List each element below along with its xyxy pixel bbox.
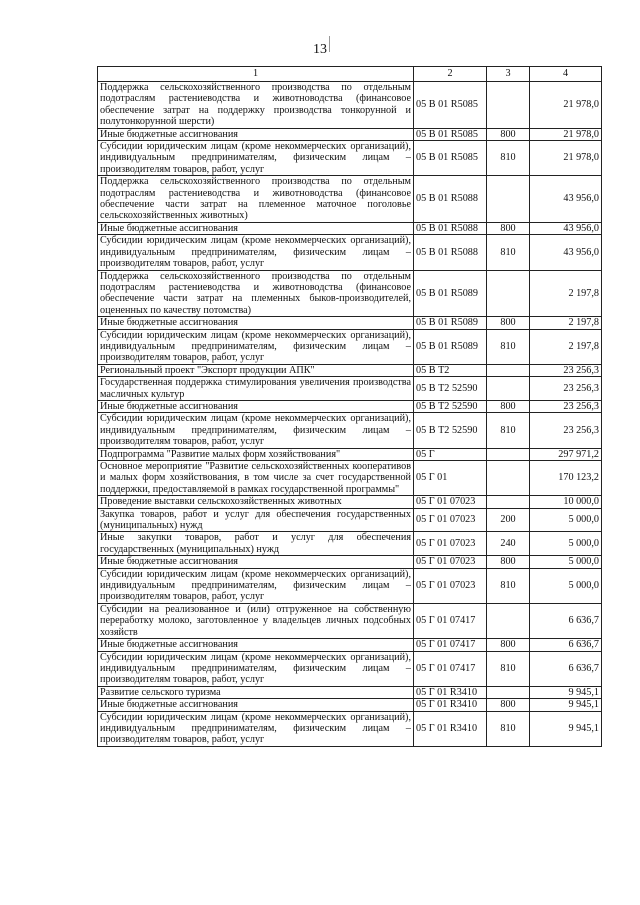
table-row	[98, 508, 602, 532]
table-row	[98, 711, 602, 746]
table-row	[98, 364, 602, 376]
expense-type-cell	[487, 377, 530, 401]
table-row	[98, 400, 602, 412]
table-row	[98, 222, 602, 234]
target-code-cell: 05 В Т2	[414, 364, 487, 376]
expense-type-cell	[487, 496, 530, 508]
table-row	[98, 141, 602, 176]
target-code-cell: 05 Г	[414, 448, 487, 460]
target-code-cell: 05 Г 01 07417	[414, 639, 487, 651]
target-code-cell: 05 Г 01 07023	[414, 496, 487, 508]
table-row	[98, 651, 602, 686]
amount-cell: 23 256,3	[530, 413, 602, 448]
amount-cell: 6 636,7	[530, 603, 602, 638]
description-cell: Государственная поддержка стимулирования увеличения производства масличных культур	[98, 377, 414, 401]
table-row	[98, 532, 602, 556]
description-cell: Поддержка сельскохозяйственного производства по отдельным подотраслям растениеводства и животноводства (финансовое обеспечение затрат на поддержку производства тонкорунной и полутонкорунной шерсти)	[98, 82, 414, 129]
table-row	[98, 496, 602, 508]
table-row	[98, 568, 602, 603]
expense-type-cell: 810	[487, 141, 530, 176]
target-code-cell: 05 Г 01 R3410	[414, 686, 487, 698]
page-number: 13	[313, 42, 327, 57]
table-row	[98, 377, 602, 401]
expense-type-cell: 810	[487, 711, 530, 746]
target-code-cell: 05 В 01 R5089	[414, 270, 487, 317]
table-row	[98, 270, 602, 317]
table-row	[98, 461, 602, 496]
amount-cell: 9 945,1	[530, 699, 602, 711]
target-code-cell: 05 В Т2 52590	[414, 400, 487, 412]
description-cell: Иные закупки товаров, работ и услуг для обеспечения государственных (муниципальных) нужд	[98, 532, 414, 556]
header-cell-4: 4	[530, 67, 602, 82]
amount-cell: 297 971,2	[530, 448, 602, 460]
amount-cell: 43 956,0	[530, 222, 602, 234]
description-cell: Иные бюджетные ассигнования	[98, 128, 414, 140]
expense-type-cell	[487, 364, 530, 376]
amount-cell: 9 945,1	[530, 686, 602, 698]
expense-type-cell	[487, 603, 530, 638]
amount-cell: 21 978,0	[530, 128, 602, 140]
description-cell: Основное мероприятие "Развитие сельскохозяйственных кооперативов и малых форм хозяйствования, в том числе за счет государственной поддержки, предоставляемой в рамках государственной программы"	[98, 461, 414, 496]
table-row	[98, 699, 602, 711]
target-code-cell: 05 Г 01 07023	[414, 508, 487, 532]
description-cell: Субсидии на реализованное и (или) отгруженное на собственную переработку молоко, заготовленное у владельцев личных подсобных хозяйств	[98, 603, 414, 638]
expense-type-cell: 810	[487, 235, 530, 270]
amount-cell: 2 197,8	[530, 270, 602, 317]
table-row	[98, 603, 602, 638]
expense-type-cell	[487, 270, 530, 317]
expense-type-cell: 240	[487, 532, 530, 556]
target-code-cell: 05 Г 01 07417	[414, 651, 487, 686]
table-row	[98, 329, 602, 364]
target-code-cell: 05 Г 01 07417	[414, 603, 487, 638]
description-cell: Иные бюджетные ассигнования	[98, 699, 414, 711]
target-code-cell: 05 В Т2 52590	[414, 377, 487, 401]
header-cell-3: 3	[487, 67, 530, 82]
target-code-cell: 05 В 01 R5088	[414, 222, 487, 234]
table-row	[98, 317, 602, 329]
target-code-cell: 05 Г 01	[414, 461, 487, 496]
table-row	[98, 128, 602, 140]
table-row	[98, 82, 602, 129]
expense-type-cell: 800	[487, 128, 530, 140]
amount-cell: 43 956,0	[530, 176, 602, 223]
expense-type-cell: 800	[487, 317, 530, 329]
expense-type-cell	[487, 686, 530, 698]
expense-type-cell: 800	[487, 699, 530, 711]
expense-type-cell: 810	[487, 413, 530, 448]
description-cell: Субсидии юридическим лицам (кроме некоммерческих организаций), индивидуальным предпринимателям, физическим лицам – производителям товаров, работ, услуг	[98, 568, 414, 603]
expense-type-cell: 800	[487, 639, 530, 651]
description-cell: Иные бюджетные ассигнования	[98, 400, 414, 412]
expense-type-cell: 810	[487, 651, 530, 686]
target-code-cell: 05 Г 01 07023	[414, 556, 487, 568]
amount-cell: 10 000,0	[530, 496, 602, 508]
description-cell: Иные бюджетные ассигнования	[98, 317, 414, 329]
description-cell: Субсидии юридическим лицам (кроме некоммерческих организаций), индивидуальным предпринимателям, физическим лицам – производителям товаров, работ, услуг	[98, 235, 414, 270]
budget-table	[97, 66, 602, 747]
amount-cell: 9 945,1	[530, 711, 602, 746]
amount-cell: 2 197,8	[530, 329, 602, 364]
amount-cell: 21 978,0	[530, 82, 602, 129]
target-code-cell: 05 Г 01 07023	[414, 532, 487, 556]
amount-cell: 6 636,7	[530, 651, 602, 686]
description-cell: Субсидии юридическим лицам (кроме некоммерческих организаций), индивидуальным предпринимателям, физическим лицам – производителям товаров, работ, услуг	[98, 329, 414, 364]
amount-cell: 2 197,8	[530, 317, 602, 329]
description-cell: Проведение выставки сельскохозяйственных животных	[98, 496, 414, 508]
target-code-cell: 05 В 01 R5085	[414, 141, 487, 176]
description-cell: Поддержка сельскохозяйственного производства по отдельным подотраслям растениеводства и животноводства (финансовое обеспечение части затрат на племенных быков-производителей, оцененных по качеству потомства)	[98, 270, 414, 317]
description-cell: Закупка товаров, работ и услуг для обеспечения государственных (муниципальных) нужд	[98, 508, 414, 532]
target-code-cell: 05 В Т2 52590	[414, 413, 487, 448]
expense-type-cell: 810	[487, 568, 530, 603]
amount-cell: 5 000,0	[530, 568, 602, 603]
amount-cell: 6 636,7	[530, 639, 602, 651]
target-code-cell: 05 В 01 R5085	[414, 82, 487, 129]
header-row	[98, 67, 602, 82]
expense-type-cell: 800	[487, 222, 530, 234]
amount-cell: 170 123,2	[530, 461, 602, 496]
table-row	[98, 639, 602, 651]
expense-type-cell: 800	[487, 400, 530, 412]
expense-type-cell	[487, 82, 530, 129]
amount-cell: 23 256,3	[530, 364, 602, 376]
description-cell: Развитие сельского туризма	[98, 686, 414, 698]
expense-type-cell	[487, 448, 530, 460]
amount-cell: 23 256,3	[530, 400, 602, 412]
target-code-cell: 05 В 01 R5085	[414, 128, 487, 140]
table-row	[98, 235, 602, 270]
description-cell: Субсидии юридическим лицам (кроме некоммерческих организаций), индивидуальным предпринимателям, физическим лицам – производителям товаров, работ, услуг	[98, 651, 414, 686]
header-cell-2: 2	[414, 67, 487, 82]
amount-cell: 5 000,0	[530, 508, 602, 532]
expense-type-cell	[487, 176, 530, 223]
target-code-cell: 05 Г 01 R3410	[414, 711, 487, 746]
description-cell: Субсидии юридическим лицам (кроме некоммерческих организаций), индивидуальным предпринимателям, физическим лицам – производителям товаров, работ, услуг	[98, 413, 414, 448]
amount-cell: 23 256,3	[530, 377, 602, 401]
table-row	[98, 686, 602, 698]
description-cell: Поддержка сельскохозяйственного производства по отдельным подотраслям растениеводства и животноводства (финансовое обеспечение части затрат на племенное маточное поголовье сельскохозяйственных животных)	[98, 176, 414, 223]
amount-cell: 43 956,0	[530, 235, 602, 270]
amount-cell: 5 000,0	[530, 556, 602, 568]
table-row	[98, 448, 602, 460]
target-code-cell: 05 В 01 R5089	[414, 317, 487, 329]
target-code-cell: 05 Г 01 R3410	[414, 699, 487, 711]
description-cell: Иные бюджетные ассигнования	[98, 639, 414, 651]
description-cell: Иные бюджетные ассигнования	[98, 222, 414, 234]
expense-type-cell: 800	[487, 556, 530, 568]
description-cell: Субсидии юридическим лицам (кроме некоммерческих организаций), индивидуальным предпринимателям, физическим лицам – производителям товаров, работ, услуг	[98, 141, 414, 176]
target-code-cell: 05 В 01 R5089	[414, 329, 487, 364]
description-cell: Субсидии юридическим лицам (кроме некоммерческих организаций), индивидуальным предпринимателям, физическим лицам – производителям товаров, работ, услуг	[98, 711, 414, 746]
expense-type-cell	[487, 461, 530, 496]
description-cell: Подпрограмма "Развитие малых форм хозяйствования"	[98, 448, 414, 460]
table-row	[98, 176, 602, 223]
description-cell: Региональный проект "Экспорт продукции АПК"	[98, 364, 414, 376]
target-code-cell: 05 В 01 R5088	[414, 176, 487, 223]
expense-type-cell: 200	[487, 508, 530, 532]
target-code-cell: 05 В 01 R5088	[414, 235, 487, 270]
table-row	[98, 556, 602, 568]
amount-cell: 5 000,0	[530, 532, 602, 556]
table-row	[98, 413, 602, 448]
header-cell-1: 1	[98, 67, 414, 82]
target-code-cell: 05 Г 01 07023	[414, 568, 487, 603]
expense-type-cell: 810	[487, 329, 530, 364]
description-cell: Иные бюджетные ассигнования	[98, 556, 414, 568]
amount-cell: 21 978,0	[530, 141, 602, 176]
